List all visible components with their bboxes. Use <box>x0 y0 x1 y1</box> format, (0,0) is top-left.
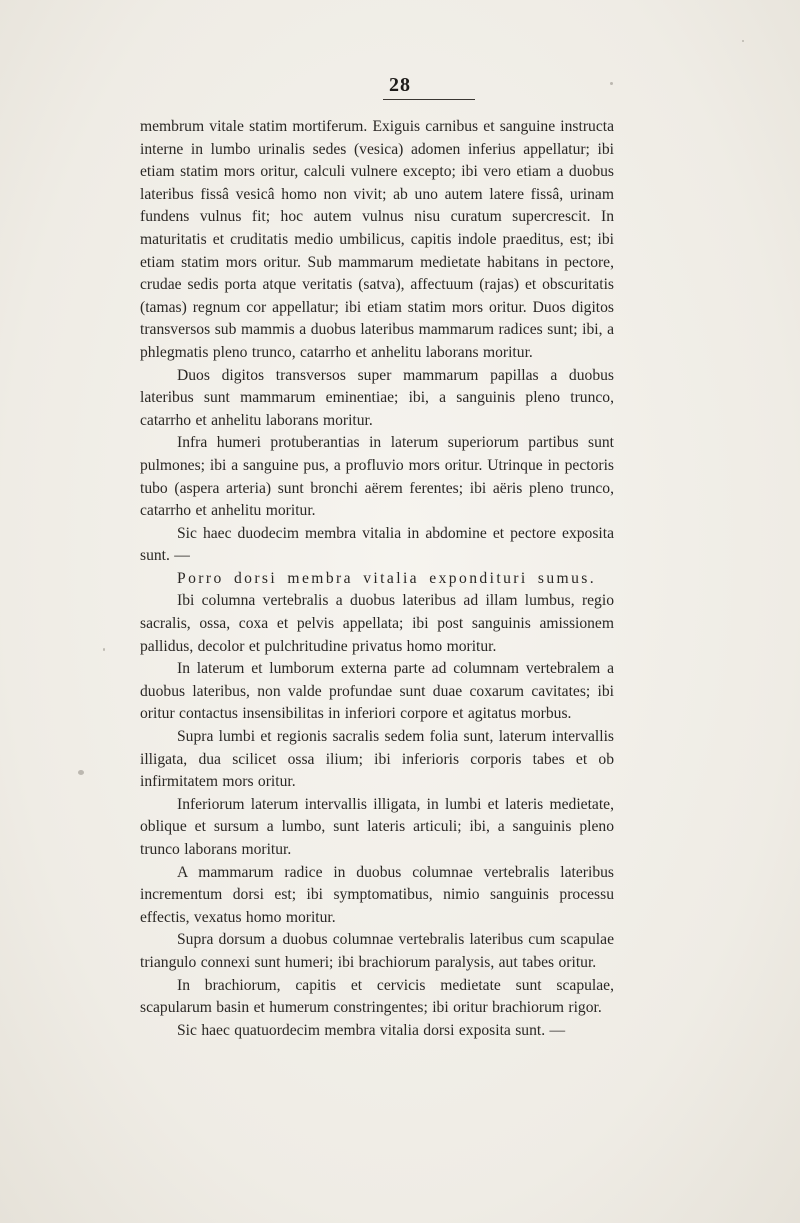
section-heading-line: Porro dorsi membra vitalia expondituri sumus. <box>177 569 597 587</box>
page-number-rule <box>383 99 475 100</box>
paragraph: Infra humeri protuberantias in laterum superiorum partibus sunt pulmones; ibi a sanguine pus, a profluvio mors oritur. Utrinque in pectoris tubo (aspera arteria) sunt bronchi aërem ferentes; ibi aëris pleno trunco, catarrho et anhelitu moritur. <box>140 434 614 520</box>
paper-speck <box>103 648 105 651</box>
paper-speck <box>742 40 744 42</box>
body-text <box>140 116 614 1042</box>
paragraph: Inferiorum laterum intervallis illigata, in lumbi et lateris medietate, oblique et sursum a lumbo, sunt lateris articuli; ibi, a sanguinis pleno trunco laborans moritur. <box>140 795 614 858</box>
paragraph: Sic haec duodecim membra vitalia in abdomine et pectore exposita sunt. — <box>140 524 614 565</box>
paragraph: Supra lumbi et regionis sacralis sedem folia sunt, laterum intervallis illigata, dua scilicet ossa ilium; ibi inferioris corporis tabes et ob infirmitatem mors oritur. <box>140 728 614 791</box>
paragraph: membrum vitale statim mortiferum. Exiguis carnibus et sanguine instructa interne in lumbo urinalis sedes (vesica) adomen inferius appellatur; ibi etiam statim mors oritur, calculi vulnere excepto; ibi vero etiam a duobus lateribus fissâ vesicâ homo non vivit; ab uno autem latere fissâ, urinam fundens vulnus fit; hoc autem vulnus nisu curatum supercrescit. In maturitatis et cruditatis medio umbilicus, capitis indole praeditus, est; ibi etiam statim mors oritur. Sub mammarum medietate habitans in pectore, crudae sedis porta atque veritatis (satva), affectuum (rajas) et obscuritatis (tamas) regnum cor appellatur; ibi etiam statim mors oritur. Duos digitos transversos sub mammis a duobus lateribus mammarum radices sunt; ibi, a phlegmatis pleno trunco, catarrho et anhelitu laborans moritur. <box>140 118 614 361</box>
paragraph: A mammarum radice in duobus columnae vertebralis lateribus incrementum dorsi est; ibi symptomatibus, nimio sanguinis processu effectis, vexatus homo moritur. <box>140 863 614 926</box>
paragraph: Duos digitos transversos super mammarum papillas a duobus lateribus sunt mammarum eminentiae; ibi, a sanguinis pleno trunco, catarrho et anhelitu laborans moritur. <box>140 366 614 429</box>
paper-speck <box>78 770 84 775</box>
paragraph: Sic haec quatuordecim membra vitalia dorsi exposita sunt. — <box>177 1021 566 1039</box>
paragraph: In laterum et lumborum externa parte ad columnam vertebralem a duobus lateribus, non valde profundae sunt duae coxarum cavitates; ibi oritur contactus insensibilitas in inferiori corpore et agitatus morbus. <box>140 660 614 723</box>
page-number: 28 <box>389 74 411 96</box>
paragraph: Ibi columna vertebralis a duobus lateribus ad illam lumbus, regio sacralis, ossa, coxa et pelvis appellata; ibi post sanguinis amissionem pallidus, decolor et pulchritudine privatus homo moritur. <box>140 592 614 655</box>
paper-speck <box>610 82 613 85</box>
paragraph: In brachiorum, capitis et cervicis medietate sunt scapulae, scapularum basin et humerum constringentes; ibi oritur brachiorum rigor. <box>140 976 614 1017</box>
paragraph: Supra dorsum a duobus columnae vertebralis lateribus cum scapulae triangulo connexi sunt humeri; ibi brachiorum paralysis, aut tabes oritur. <box>140 931 614 971</box>
